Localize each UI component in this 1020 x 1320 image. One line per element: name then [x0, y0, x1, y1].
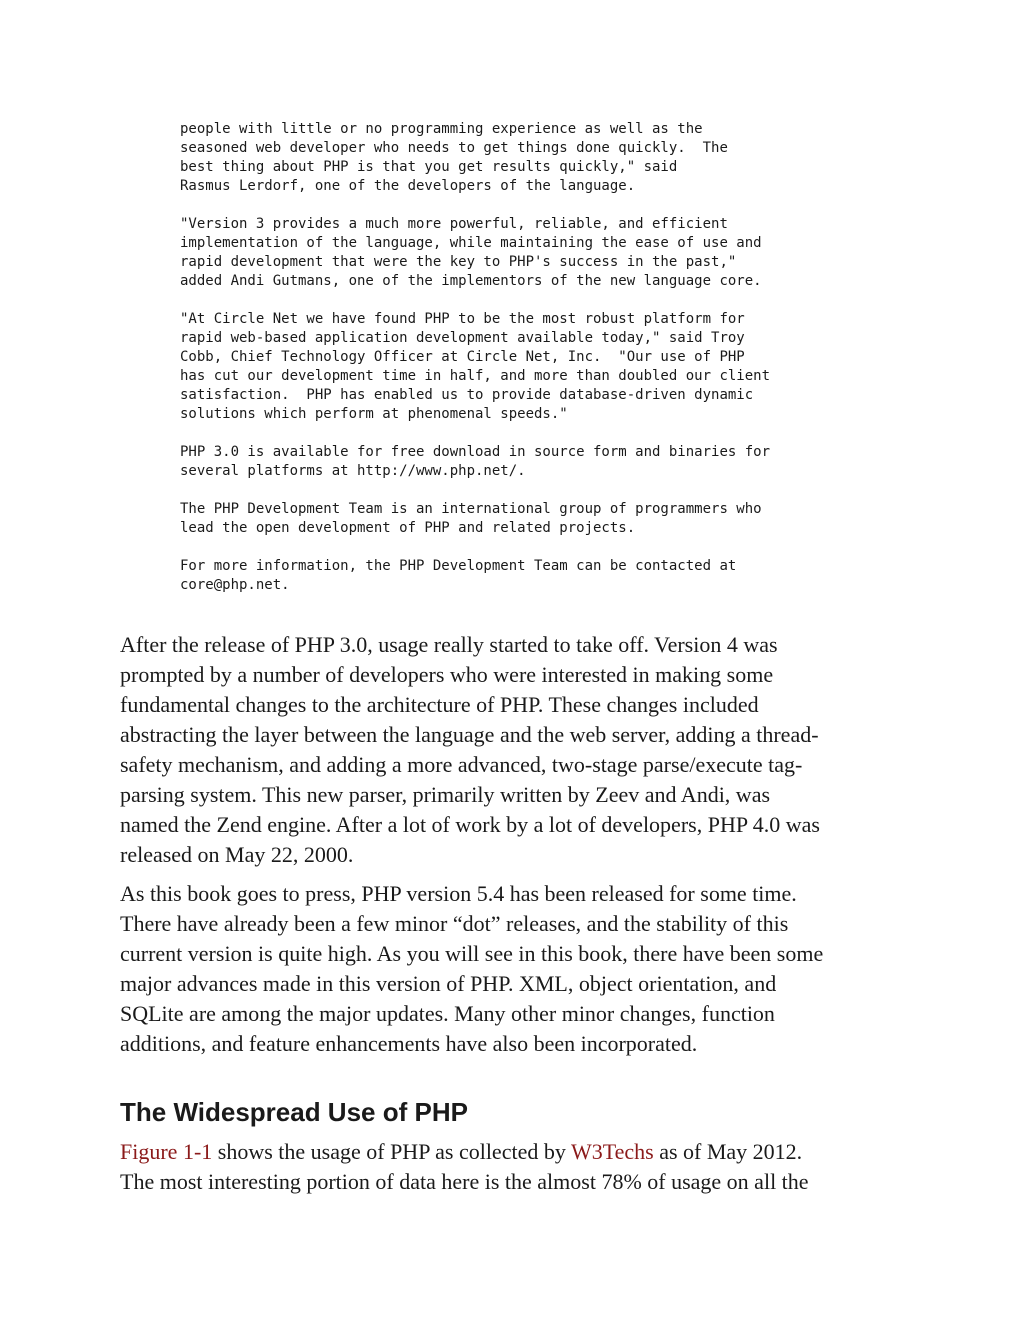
paragraph-line: current version is quite high. As you will see in this book, there have been some	[120, 941, 824, 966]
code-blank-line	[180, 291, 880, 310]
paragraph-line: parsing system. This new parser, primarily written by Zeev and Andi, was	[120, 782, 771, 807]
code-line: people with little or no programming experience as well as the	[180, 121, 703, 137]
code-blank-line	[180, 424, 880, 443]
code-line: several platforms at http://www.php.net/.	[180, 463, 526, 479]
paragraph-line: SQLite are among the major updates. Many other minor changes, function	[120, 1001, 775, 1026]
code-line: added Andi Gutmans, one of the implementors of the new language core.	[180, 273, 762, 289]
paragraph-line: named the Zend engine. After a lot of work by a lot of developers, PHP 4.0 was	[120, 812, 820, 837]
paragraph-line: There have already been a few minor “dot” releases, and the stability of this	[120, 911, 789, 936]
paragraph-line: major advances made in this version of PHP. XML, object orientation, and	[120, 971, 777, 996]
paragraph-line: abstracting the layer between the language and the web server, adding a thread-	[120, 722, 819, 747]
paragraph-line: safety mechanism, and adding a more advanced, two-stage parse/execute tag-	[120, 752, 803, 777]
paragraph-php5-status	[120, 879, 900, 1059]
figure-1-1-link[interactable]: Figure 1-1	[120, 1139, 213, 1164]
code-line: The PHP Development Team is an international group of programmers who	[180, 501, 762, 517]
code-line: rapid development that were the key to PHP's success in the past,"	[180, 254, 737, 270]
code-line: lead the open development of PHP and related projects.	[180, 520, 636, 536]
code-line: Cobb, Chief Technology Officer at Circle Net, Inc. "Our use of PHP	[180, 349, 745, 365]
code-line: "At Circle Net we have found PHP to be the most robust platform for	[180, 311, 745, 327]
section-heading: The Widespread Use of PHP	[120, 1097, 468, 1127]
paragraph-text: shows the usage of PHP as collected by	[212, 1139, 571, 1164]
code-line: satisfaction. PHP has enabled us to provide database-driven dynamic	[180, 387, 754, 403]
paragraph-line: As this book goes to press, PHP version 5.4 has been released for some time.	[120, 881, 797, 906]
paragraph-line: released on May 22, 2000.	[120, 842, 354, 867]
code-line: solutions which perform at phenomenal speeds."	[180, 406, 568, 422]
code-blank-line	[180, 538, 880, 557]
paragraph-line	[120, 1137, 900, 1167]
paragraph-line: After the release of PHP 3.0, usage really started to take off. Version 4 was	[120, 632, 778, 657]
paragraph-line: additions, and feature enhancements have also been incorporated.	[120, 1031, 698, 1056]
code-blank-line	[180, 481, 880, 500]
code-line: rapid web-based application development available today," said Troy	[180, 330, 745, 346]
paragraph-text: as of May 2012.	[653, 1139, 803, 1164]
code-blank-line	[180, 196, 880, 215]
code-line: For more information, the PHP Development Team can be contacted at	[180, 558, 737, 574]
code-line: best thing about PHP is that you get results quickly," said	[180, 159, 678, 175]
code-line: "Version 3 provides a much more powerful, reliable, and efficient	[180, 216, 728, 232]
paragraph-line: fundamental changes to the architecture of PHP. These changes included	[120, 692, 759, 717]
paragraph-line: prompted by a number of developers who were interested in making some	[120, 662, 774, 687]
code-line: Rasmus Lerdorf, one of the developers of the language.	[180, 178, 636, 194]
paragraph-php-usage	[120, 1137, 900, 1197]
paragraph-php4-history	[120, 630, 900, 870]
press-release-code-block	[180, 120, 880, 595]
code-line: has cut our development time in half, and more than doubled our client	[180, 368, 771, 384]
w3techs-link[interactable]: W3Techs	[570, 1139, 654, 1164]
code-line: PHP 3.0 is available for free download in source form and binaries for	[180, 444, 771, 460]
paragraph-line: The most interesting portion of data here is the almost 78% of usage on all the	[120, 1169, 809, 1194]
code-line: core@php.net.	[180, 577, 290, 593]
code-line: seasoned web developer who needs to get things done quickly. The	[180, 140, 728, 156]
code-line: implementation of the language, while maintaining the ease of use and	[180, 235, 762, 251]
